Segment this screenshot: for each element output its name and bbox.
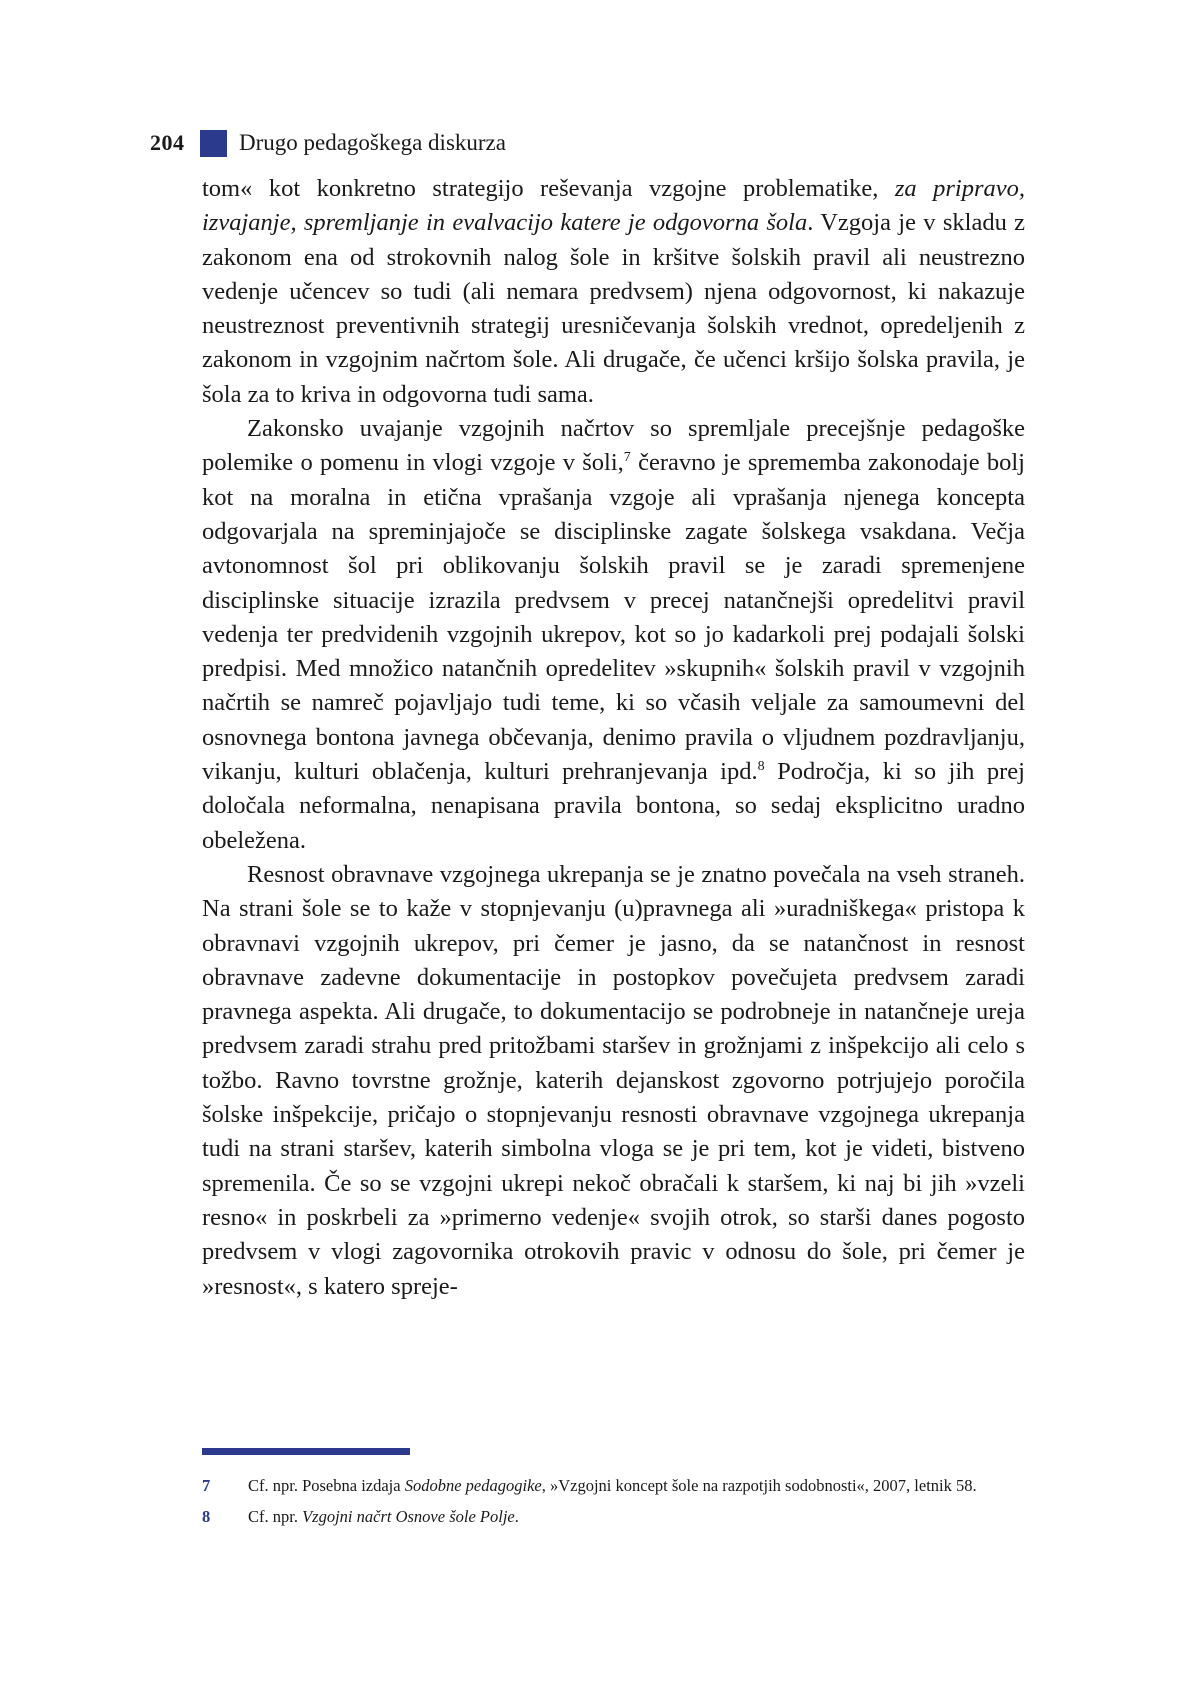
header-square-marker	[200, 130, 227, 157]
footnote-ref-8[interactable]: 8	[757, 759, 765, 775]
running-head-title: Drugo pedagoškega diskurza	[239, 130, 506, 155]
footnote-separator	[202, 1448, 410, 1455]
paragraph-3: Resnost obravnave vzgojnega ukrepanja se je znatno povečala na vseh straneh. Na strani šole se to kaže v stopnjevanju (u)pravnega ali »uradniškega« pristopa k obravnavi vzgojnih ukrepov, pri čemer je jasno, da se natančnost in resnost obravnave zadevne dokumentacije in postopkov povečujeta predvsem zaradi pravnega aspekta. Ali drugače, to dokumentacijo se podrobneje in natančneje ureja predvsem zaradi strahu pred pritožbami staršev in grožnjami z inšpekcijo ali celo s tožbo. Ravno tovrstne grožnje, katerih dejanskost zgovorno potrjujejo poročila šolske inšpekcije, pričajo o stopnjevanju resnosti obravnave vzgojnega ukrepanja tudi na strani staršev, katerih simbolna vloga se je pri tem, kot je videti, bistveno spremenila. Če so se vzgojni ukrepi nekoč obračali k staršem, ki naj bi jih »vzeli resno« in poskrbeli za »primerno vedenje« svojih otrok, so starši danes pogosto predvsem v vlogi zagovornika otrokovih pravic v odnosu do šole, pri čemer je »resnost«, s katero spreje-	[202, 860, 1025, 1300]
footnote-7-text-b: , »Vzgojni koncept šole na razpotjih sodobnosti«, 2007, letnik 58.	[541, 1476, 977, 1495]
footnote-number: 7	[202, 1476, 211, 1495]
paragraph-1-text-b: . Vzgoja je v skladu z zakonom ena od strokovnih nalog šole in kršitve šolskih pravil ali neustrezno vedenje učencev so tudi (ali nemara predvsem) njena odgovornost, ki nakazuje neustreznost preventivnih strategij uresničevanja šolskih vrednot, opredeljenih z zakonom in vzgojnim načrtom šole. Ali drugače, če učenci kršijo šolska pravila, je šola za to kriva in odgovorna tudi sama.	[202, 209, 1026, 408]
footnote-text	[248, 1475, 1025, 1497]
footnote-ref-7[interactable]: 7	[623, 450, 631, 466]
footnote-7-text-a: Cf. npr. Posebna izdaja	[248, 1476, 405, 1495]
footnote-7	[202, 1475, 1025, 1497]
footnote-8-italic: Vzgojni načrt Osnove šole Polje	[302, 1507, 515, 1526]
footnote-8-text-b: .	[514, 1507, 519, 1526]
paragraph-1-text-a: tom« kot konkretno strategijo reševanja vzgojne problematike,	[202, 175, 895, 202]
body-text	[202, 172, 1025, 1304]
paragraph-1	[202, 172, 1025, 412]
paragraph-2	[202, 412, 1025, 858]
running-head	[150, 125, 506, 161]
footnote-8	[202, 1506, 1025, 1528]
paragraph-2-text-a: Zakonsko uvajanje vzgojnih načrtov so spremljale precejšnje pedagoške polemike o pomenu in vlogi vzgoje v šoli,	[202, 415, 1025, 477]
footnote-7-italic: Sodobne pedagogike	[404, 1476, 542, 1495]
footnote-number: 8	[202, 1507, 211, 1526]
paragraph-1-italic: za pripravo, izvajanje, spremljanje in evalvacijo katere je odgovorna šola	[202, 175, 1025, 237]
footnote-8-text-a: Cf. npr.	[248, 1507, 303, 1526]
page-number: 204	[150, 130, 185, 155]
paragraph-2-text-c: Področja, ki so jih prej določala neformalna, nenapisana pravila bontona, so sedaj eksplicitno uradno obeležena.	[202, 758, 1025, 854]
footnote-text	[248, 1506, 1025, 1528]
footnotes	[202, 1475, 1025, 1537]
paragraph-2-text-b: čeravno je sprememba zakonodaje bolj kot na moralna in etična vprašanja vzgoje ali vprašanja njenega koncepta odgovarjala na spreminjajoče se disciplinske zagate šolskega vsakdana. Večja avtonomnost šol pri oblikovanju šolskih pravil se je zaradi spremenjene disciplinske situacije izrazila predvsem v precej natančnejši opredelitvi pravil vedenja ter predvidenih vzgojnih ukrepov, kot so jo kadarkoli prej podajali šolski predpisi. Med množico natančnih opredelitev »skupnih« šolskih pravil v vzgojnih načrtih se namreč pojavljajo tudi teme, ki so včasih veljale za samoumevni del osnovnega bontona javnega občevanja, denimo pravila o vljudnem pozdravljanju, vikanju, kulturi oblačenja, kulturi prehranjevanja ipd.	[202, 449, 1025, 786]
